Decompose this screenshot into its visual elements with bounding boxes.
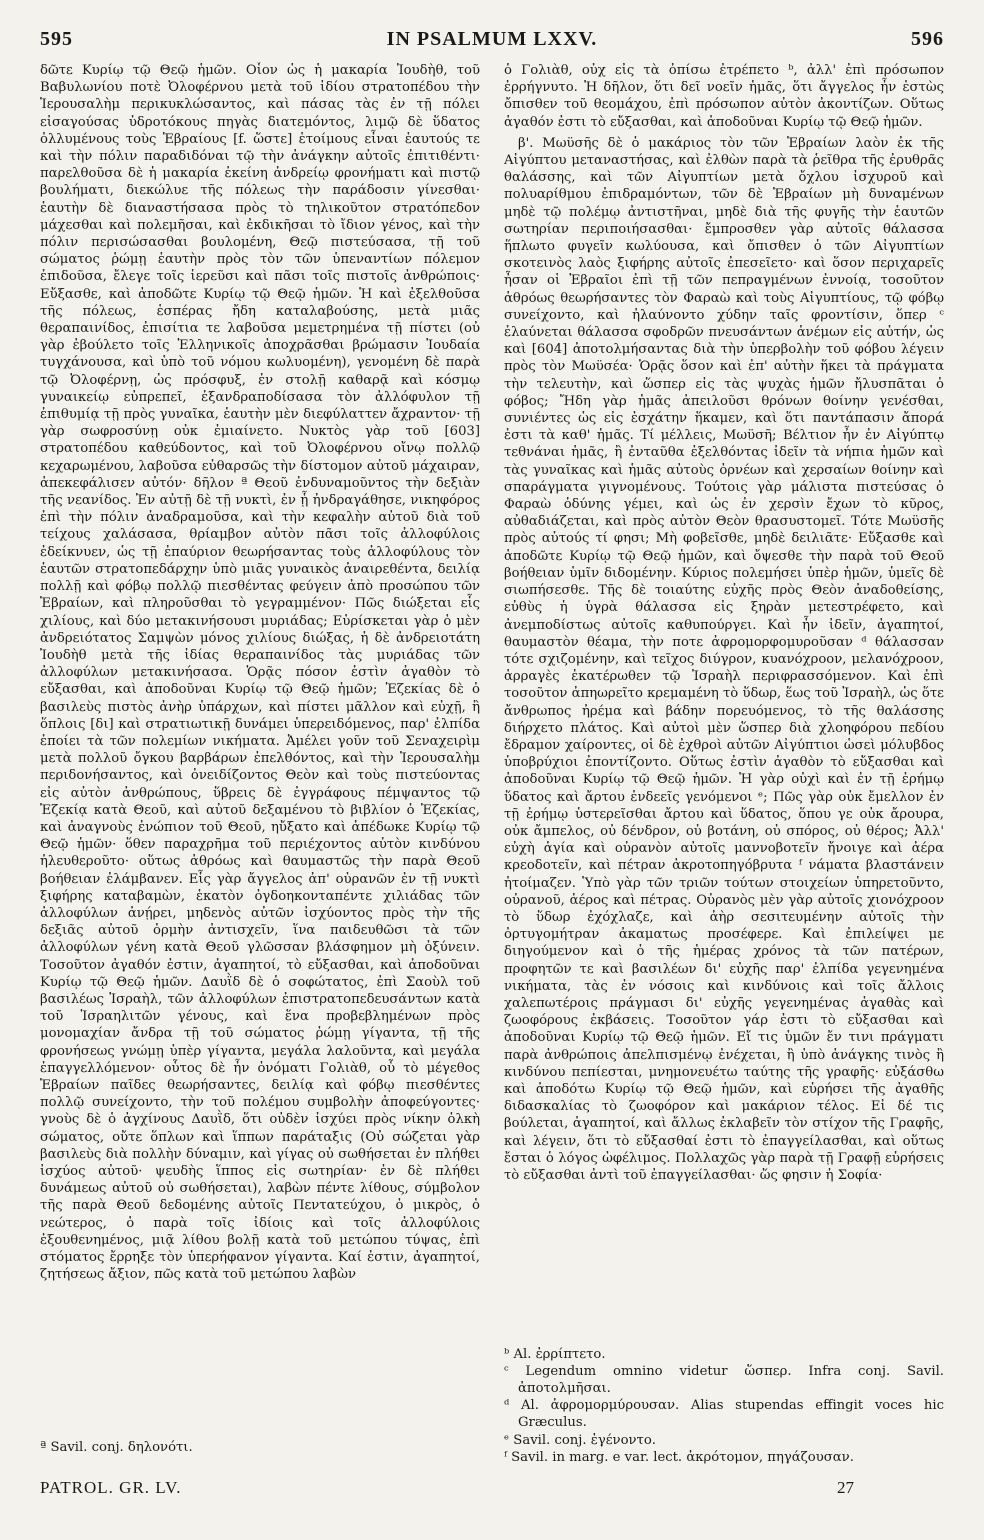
right-column xyxy=(504,62,944,1500)
right-paragraph: ὁ Γολιὰθ, οὐχ εἰς τὰ ὀπίσω ἐτρέπετο ᵇ, ἀλλ' ἐπὶ πρόσωπον ἐρρήγνυτο. Ἡ δῆλον, ὅτι δεῖ νοεῖν ἡμᾶς, ὅτι ἄγγελος ἦν ἑστὼς ὄπισθεν τοῦ θεομάχου, ἐπὶ πρόσωπον αὐτὸν ἀκοντίζων. Οὕτως ἀγαθόν ἐστι τὸ εὔξασθαι, καὶ ἀποδοῦναι Κυρίῳ τῷ Θεῷ ἡμῶν. xyxy=(504,63,944,130)
left-page-number: 595 xyxy=(40,27,73,50)
running-title: IN PSALMUM LXXV. xyxy=(386,27,598,50)
right-page-number: 596 xyxy=(910,27,944,50)
footnote: ᶜ Legendum omnino videtur ὥσπερ. Infra conj. Savil. ἀποτολμῆσαι. xyxy=(504,1363,944,1396)
right-column-text xyxy=(504,62,944,1358)
right-footnotes xyxy=(504,1346,944,1466)
left-paragraph: δῶτε Κυρίῳ τῷ Θεῷ ἡμῶν. Οἷον ὡς ἡ μακαρία Ἰουδὴθ, τοῦ Βαβυλωνίου ποτὲ Ὀλοφέρνου μετὰ τοῦ ἰδίου στρατοπέδου τὴν Ἱερουσαλὴμ περικυκλώσαντος, καὶ πάσας τὰς ἐν τῇ πόλει εἰσαγούσας ὑδροτόκους πηγὰς διατεμόντος, λιμῷ δὲ ὕδατος ὀλλυμένους τοὺς Ἑβραίους [f. ὥστε] ἑτοίμους εἶναι ἑαυτούς τε καὶ τὴν πόλιν παραδιδόναι τῷ τὴν ἀνάγκην αὐτοῖς ἐπιτιθέντι· παρελθοῦσα δὲ ἡ μακαρία ἐκείνη ἀνδρείῳ φρονήματι καὶ πιστῷ βουλήματι, διεκώλυε τῆς πόλεως τὴν παράδοσιν γίνεσθαι· ἑαυτὴν δὲ διαναστήσασα πρὸς τὸ τηλικοῦτον στρατόπεδον μάχεσθαι καὶ πολεμῆσαι, καὶ ἐκδικῆσαι τὸ ἴδιον γένος, καὶ τὴν πόλιν περισώσασθαι βουλομένη, Θεῷ πιστεύσασα, τῇ τοῦ σώματος ῥώμῃ ἑαυτὴν πρὸς τὸν τῶν ὑπεναντίων πόλεμον ἐπιδοῦσα, ἔλεγε τοῖς ἱερεῦσι καὶ πᾶσι τοῖς πιστοῖς ἀνθρώποις· Εὔξασθε, καὶ ἀποδῶτε Κυρίῳ τῷ Θεῷ ἡμῶν. Ἡ καὶ ἐξελθοῦσα τῆς πόλεως, ἑσπέρας ἤδη καταλαβούσης, μετὰ μιᾶς θεραπαινίδος, ἐπισίτια τε λαβοῦσα μεμετρημένα τῇ πίστει (οὐ γὰρ ἐβούλετο τοῖς Ἑλληνικοῖς ἀποχρᾶσθαι βρώμασιν Ἰουδαία τυγχάνουσα, καὶ ὑπὸ τοῦ νόμου κωλυομένη), γενομένη δὲ παρὰ τῷ Ὀλοφέρνῃ, ὡς πρόσφυξ, ἐν στολῇ καθαρᾷ καὶ κόσμῳ γυναικείῳ εὐπρεπεῖ, ἐξανδραποδίσασα τὸν ἀλλόφυλον τῇ ἐπιθυμίᾳ τῇ πρὸς γυναῖκα, ἑαυτὴν μὲν διεφύλαττεν ἄχραντον· τῇ γὰρ σωφροσύνῃ οὐκ ἐμιαίνετο. Νυκτὸς γὰρ τοῦ [603] στρατοπέδου καθεύδοντος, καὶ τοῦ Ὀλοφέρνου οἴνῳ πολλῷ κεχαρωμένου, λαβοῦσα εὐθαρσῶς τὴν δίστομον αὐτοῦ μάχαιραν, ἀπεκεφάλισεν αὐτόν· δῆλον ª Θεοῦ ἐνδυναμοῦντος τὴν δεξιὰν τῆς νεανίδος. Ἐν αὐτῇ δὲ τῇ νυκτὶ, ἐν ᾗ ἠνδραγάθησε, νικηφόρος ἐπὶ τὴν πόλιν ἀναδραμοῦσα, καὶ τὴν κεφαλὴν αὐτοῦ διὰ τοῦ τείχους χαλάσασα, θρίαμβον αὐτὸν πᾶσι τοῖς ἀλλοφύλοις ἐδείκνυεν, ὡς τῇ ἐπαύριον θεωρήσαντας τοὺς ἀλλοφύλους τὸν ἑαυτῶν στρατοπεδάρχην ὑπὸ μιᾶς γυναικὸς ἀναιρεθέντα, δειλίᾳ πολλῇ καὶ φόβῳ πολλῷ πιεσθέντας φεύγειν ἀπὸ προσώπου τῶν Ἑβραίων, καὶ πληροῦσθαι τὸ γεγραμμένον· Πῶς διώξεται εἷς χιλίους, καὶ δύο μετακινήσουσι μυριάδας; Εὑρίσκεται γὰρ ὁ μὲν ἀνδρειότατος Σαμψὼν μόνος χιλίους διώξας, ἡ δὲ ἀνδρειοτάτη Ἰουδὴθ μετὰ τῆς ἰδίας θεραπαινίδος τὰς μυριάδας τῶν ἀλλοφύλων μετακινήσασα. Ὁρᾷς πόσον ἐστὶν ἀγαθὸν τὸ εὔξασθαι, καὶ ἀποδοῦναι Κυρίῳ τῷ Θεῷ ἡμῶν; Ἐζεκίας δὲ ὁ βασιλεὺς πιστὸς ἀνὴρ ὑπάρχων, καὶ πίστει μᾶλλον καὶ εὐχῇ, ἢ ὅπλοις [δι] καὶ στρατιωτικῇ δυνάμει ὑπερειδόμενος, παρ' ἐλπίδα ἐποίει τὰ τῶν πολεμίων νικήματα. Ἀμέλει γοῦν τοῦ Σεναχειρὶμ μετὰ πολλοῦ ὄγκου βαρβάρων ἐπελθόντος, καὶ τὴν Ἱερουσαλὴμ περιδονήσαντος, καὶ ὀνειδίζοντος Θεὸν καὶ τοὺς πιστεύοντας εἰς αὐτὸν ἀνθρώπους, ὕβρεις δὲ ἐγγράφους πέμψαντος τῷ Ἐζεκίᾳ κατὰ Θεοῦ, καὶ αὐτοῦ δεξαμένου τὸ βιβλίον ὁ Ἐζεκίας, καὶ ἀναγνοὺς ἐνώπιον τοῦ Θεοῦ, ηὔξατο καὶ ἀπέδωκε Κυρίῳ τῷ Θεῷ ἡμῶν· ὅθεν παραχρῆμα τοῦ περιέχοντος αὐτὸν κινδύνου ἠλευθεροῦτο· οὕτως ἀθρόως καὶ θαυμαστῶς τὴν παρὰ Θεοῦ βοήθειαν ἐλάμβανεν. Εἷς γὰρ ἄγγελος ἀπ' οὐρανῶν ἐν τῇ νυκτὶ ξιφήρης καταβαμὼν, ἑκατὸν ὀγδοηκονταπέντε χιλιάδας τῶν ἀλλοφύλων ἀνῄρει, μηδενὸς αὐτῶν ἰσχύοντος πρὸς τὴν τῆς δεξιᾶς αὐτοῦ ὁρμὴν ἀντισχεῖν, ἵνα παιδευθῶσι τὰ τῶν ἀλλοφύλων γένη κατὰ Θεοῦ γλῶσσαν βλάσφημον μὴ ὀξύνειν. Τοσοῦτον ἀγαθόν ἐστιν, ἀγαπητοί, τὸ εὔξασθαι, καὶ ἀποδοῦναι Κυρίῳ τῷ Θεῷ ἡμῶν. Δαυῒδ δὲ ὁ σοφώτατος, ἐπὶ Σαοὺλ τοῦ βασιλέως Ἰσραὴλ, τῶν ἀλλοφύλων ἐπιστρατοπεδευσάντων κατὰ τοῦ Ἰσραηλιτῶν γένους, καὶ ἕνα προβεβλημένων πρὸς μονομαχίαν ἄνδρα τῇ τοῦ σώματος ῥώμῃ γίγαντα, τῇ τῆς φρονήσεως γνώμῃ ὑπὲρ γίγαντα, μεγάλα λαλοῦντα, καὶ μεγάλα ἐπαγγελλόμενον· οὗτος δὲ ἦν ὀνόματι Γολιὰθ, οὗ τὸ μέγεθος Ἑβραίων παῖδες θεωρήσαντες, δειλίᾳ καὶ φόβῳ πιεσθέντες πολλῷ συνείχοντο, τὴν τοῦ πολέμου συμβολὴν ἀποφεύγοντες· γνοὺς δὲ ὁ ἀγχίνους Δαυῒδ, ὅτι οὐδὲν ἰσχύει πρὸς νίκην ὁλκὴ σώματος, οὔτε ὅπλων καὶ ἵππων παράταξις (Οὐ σώζεται γὰρ βασιλεὺς διὰ πολλὴν δύναμιν, καὶ γίγας οὐ σωθήσεται ἐν πλήθει ἰσχύος αὐτοῦ· ψευδὴς ἵππος εἰς σωτηρίαν· ἐν δὲ πλήθει δυνάμεως αὐτοῦ οὐ σωθήσεται), λαβὼν πέντε λίθους, σύμβολον τῆς παρὰ Θεοῦ δεδομένης αὐτοῖς Πεντατεύχου, ὁ μικρὸς, ὁ νεώτερος, ὁ παρὰ τοῖς ἰδίοις καὶ τοῖς ἀλλοφύλοις ἐξουθενημένος, μιᾷ λίθου βολῇ κατὰ τοῦ μετώπου τύψας, ἐπὶ στόματος ἔρρηξε τὸν ὑπερήφανον γίγαντα. Καί ἐστιν, ἀγαπητοί, ζητήσεως ἄξιον, πῶς κατὰ τοῦ μετώπου λαβὼν xyxy=(40,63,480,1283)
left-footnotes xyxy=(40,1439,480,1456)
footnote: ᵈ Al. ἀφρομορμύρουσαν. Alias stupendas effingit voces hic Græculus. xyxy=(504,1398,944,1431)
footnote: ª Savil. conj. δηλονότι. xyxy=(40,1439,193,1455)
left-column-text xyxy=(40,62,480,1432)
left-column xyxy=(40,62,480,1500)
signature-number: 27 xyxy=(837,1478,854,1497)
footnote: ᶠ Savil. in marg. e var. lect. ἀκρότομον, πηγάζουσαν. xyxy=(504,1449,854,1465)
page-header xyxy=(40,26,944,52)
right-paragraph: β'. Μωϋσῆς δὲ ὁ μακάριος τὸν τῶν Ἑβραίων λαὸν ἐκ τῆς Αἰγύπτου μεταναστήσας, καὶ ἐλθὼν παρὰ τὰ ῥεῖθρα τῆς ἐρυθρᾶς θαλάσσης, καὶ τῶν Αἰγυπτίων μετὰ ὄχλου ἰσχυροῦ καὶ πολυαρίθμου ἐπιδραμόντων, τῶν δὲ Ἑβραίων μὴ δυναμένων μηδὲ τῷ πολέμῳ ἀντιστῆναι, μηδὲ διὰ τῆς φυγῆς τὴν ἑαυτῶν σωτηρίαν περιποιήσασθαι· ἔμπροσθεν γὰρ αὐτοῖς θάλασσα ἥπλωτο φυγεῖν κωλύουσα, καὶ ὄπισθεν ὁ τῶν Αἰγυπτίων σκοτεινὸς λαὸς ξιφήρης αὐτοῖς ἐπεσεῖετο· καὶ ὅσον περιχαρεῖς ἦσαν οἱ Ἑβραῖοι ἐπὶ τῇ τῶν πεπραγμένων ἐννοίᾳ, τοσοῦτον ἀθρόως θεωρήσαντες τὸν Φαραὼ καὶ τοὺς Αἰγυπτίους, τῷ φόβῳ συνείχοντο, καὶ ἠλαύνοντο χύδην ταῖς φροντίσιν, ὅπερ ᶜ ἐλαύνεται θάλασσα σφοδρῶν πνευσάντων ἀνέμων εἰς αὐτήν, ὡς καὶ [604] ἀποτολμήσαντας διὰ τὴν ὑπερβολὴν τοῦ φόβου λέγειν πρὸς τὸν Μωϋσέα· Ὁρᾷς ὅσον καὶ ἐπ' αὐτὴν ἥκει τὰ πράγματα τὴν τελευτὴν, καὶ ὥσπερ εἰς τὰς ψυχὰς ἡμῶν ἤλυσπᾶται ὁ φόβος; Ἤδη γὰρ ἡμᾶς ἀπειλοῦσι θρόνων θοίνην γενέσθαι, συνιέντες ὡς εἰς ἐσχάτην ἥκαμεν, καὶ ὅτι παντάπασιν ἄπορά ἐστι τὰ καθ' ἡμᾶς. Τί μέλλεις, Μωϋσῆ; Βέλτιον ἦν ἐν Αἰγύπτῳ τεθνάναι ἡμᾶς, ἢ ἐνταῦθα ἐξελθόντας ἰδεῖν τὰ νήπια ἡμῶν καὶ τὰς γυναῖκας καὶ ἡμᾶς αὐτοὺς ὀρνέων καὶ χερσαίων θοίνην καὶ σπαράγματα γιγνομένους. Τούτοις γὰρ μάλιστα πιστεύσας ὁ Φαραὼ ὀδύνης γέμει, καὶ ὡς ἐν χερσὶν ἔχων τὸ κῦρος, αὐθαδιάζεται, καὶ πρὸς αὐτὸν Θεὸν θρασυστομεῖ. Τότε Μωϋσῆς πρὸς αὐτούς τί φησι; Μὴ φοβεῖσθε, μηδὲ δειλιᾶτε· Εὔξασθε καὶ ἀποδῶτε Κυρίῳ τῷ Θεῷ ἡμῶν, καὶ ὄψεσθε τὴν παρὰ τοῦ Θεοῦ βοήθειαν ὑμῖν διδομένην. Κύριος πολεμήσει ὑπὲρ ἡμῶν, ὑμεῖς δὲ σιωπήσεσθε. Τῆς δὲ τοιαύτης εὐχῆς πρὸς Θεὸν ἀναδοθείσης, εὐθὺς ἡ ὑγρὰ θάλασσα εἰς ξηρὰν μετεστρέφετο, καὶ ἀνεμποδίστως αὐτοῖς καθυπούργει. Καὶ ἦν ἰδεῖν, ἀγαπητοί, θαυμαστὸν θέαμα, τὴν ποτε ἀφρομορφομυροῦσαν ᵈ θάλασσαν τότε σχιζομένην, καὶ τεῖχος διύγρον, κυανόχροον, μελανόχροον, ἀρραγὲς ἑκατέρωθεν τῷ Ἰσραὴλ περιφρασσόμενον. Καὶ ἐπὶ τοσοῦτον ἀπηωρεῖτο κρεμαμένη τὸ ὕδωρ, ἕως τοῦ Ἰσραὴλ, ὡς ὅτε ἄνθρωπος ἠρέμα καὶ βάδην πορευόμενος, τὸ τῆς θαλάσσης διήρχετο πλάτος. Καὶ αὐτοὶ μὲν ὥσπερ διὰ χλοηφόρου πεδίου ἔδραμον χαίροντες, οἱ δὲ ἐχθροὶ αὐτῶν Αἰγύπτιοι ὡσεὶ μόλυβδος ὑποβρύχιοι ἐποντίζοντο. Οὕτως ἐστὶν ἀγαθὸν τὸ εὔξασθαι καὶ ἀποδοῦναι Κυρίῳ τῷ Θεῷ ἡμῶν. Ἡ γὰρ οὐχὶ καὶ ἐν τῇ ἐρήμῳ ὕδατος καὶ ἄρτου ἐνδεεῖς γενόμενοι ᵉ; Πῶς γὰρ οὐκ ἔμελλον ἐν τῇ ἐρήμῳ ὑστερεῖσθαι ἄρτου καὶ ὕδατος, ὅπου γε οὐκ ἄρουρα, οὐκ ἄμπελος, οὐ δένδρον, οὐ βοτάνη, οὐ σπόρος, οὐ θέρος; Ἀλλ' εὐχὴ ἁγία καὶ οὐρανὸν αὐτοῖς μαννοβοτεῖν ἤνοιγε καὶ ἀέρα κρεοδοτεῖν, καὶ πέτραν ἀκροτοπηγόβρυτα ᶠ νάματα βλαστάνειν ἠτοίμαζεν. Ὑπὸ γὰρ τῶν τριῶν τούτων στοιχείων ὑπηρετοῦντο, οὐρανοῦ, ἀέρος καὶ πέτρας. Οὐρανὸς μὲν γὰρ αὐτοῖς χιονόχροον τὸ ὕδωρ ἐχόχλαζε, καὶ ἀὴρ σεσιτευμένην αὐτοῖς τὴν ὀρτυγομήτραν ἀκαματως προσέφερε. Καὶ ἐπιλείψει με διηγούμενον καὶ ὁ τῆς ἡμέρας χρόνος τὰ τῶν πατέρων, προφητῶν τε καὶ βασιλέων δι' εὐχῆς παρ' ἐλπίδα γεγενημένα νικήματα, τὰς ἐν νόσοις καὶ κινδύνοις καὶ τοῖς ἄλλοις χαλεπωτέροις πράγμασι δι' εὐχῆς γεγενημένας ἀγαθὰς καὶ ζωοφόρους ἐκβάσεις. Τοσοῦτον γάρ ἐστι τὸ εὔξασθαι καὶ ἀποδοῦναι Κυρίῳ τῷ Θεῷ ἡμῶν. Εἴ τις ὑμῶν ἔν τινι πράγματι παρὰ ἀνθρώποις ἀπελπισμένῳ ἐνέχεται, ἢ ὑπὸ ἀνάγκης τινὸς ἢ κινδύνου πεπίεσται, μνημονευέτω ταύτης τῆς γραφῆς· εὐξάσθω καὶ ἀποδότω Κυρίῳ τῷ Θεῷ ἡμῶν, καὶ εὑρήσει τῆς ἀγαθῆς διδασκαλίας τὸ ζωοφόρον καὶ μακάριον τέλος. Εἰ δέ τις βούλεται, ἀγαπητοί, καὶ ἄλλως ἐκλαβεῖν τὸν στίχον τῆς Γραφῆς, καὶ λέγειν, ὅτι τὸ εὔξασθαί ἐστι τὸ ἐπαγγείλασθαι, καὶ οὕτως ἔσται ὁ λόγος ὠφέλιμος. Πολλαχῶς γὰρ παρὰ τῇ Γραφῇ εὑρήσεις τὸ εὔξασθαι ἀντὶ τοῦ ἐπαγγείλασθαι· ὥς φησιν ἡ Σοφία· xyxy=(504,135,944,1183)
text-columns xyxy=(40,62,944,1500)
footnote: ᵉ Savil. conj. ἐγένοντο. xyxy=(504,1432,656,1448)
footnote: ᵇ Al. ἐρρίπτετο. xyxy=(504,1346,606,1362)
footer-series-label: PATROL. GR. LV. xyxy=(40,1478,182,1497)
